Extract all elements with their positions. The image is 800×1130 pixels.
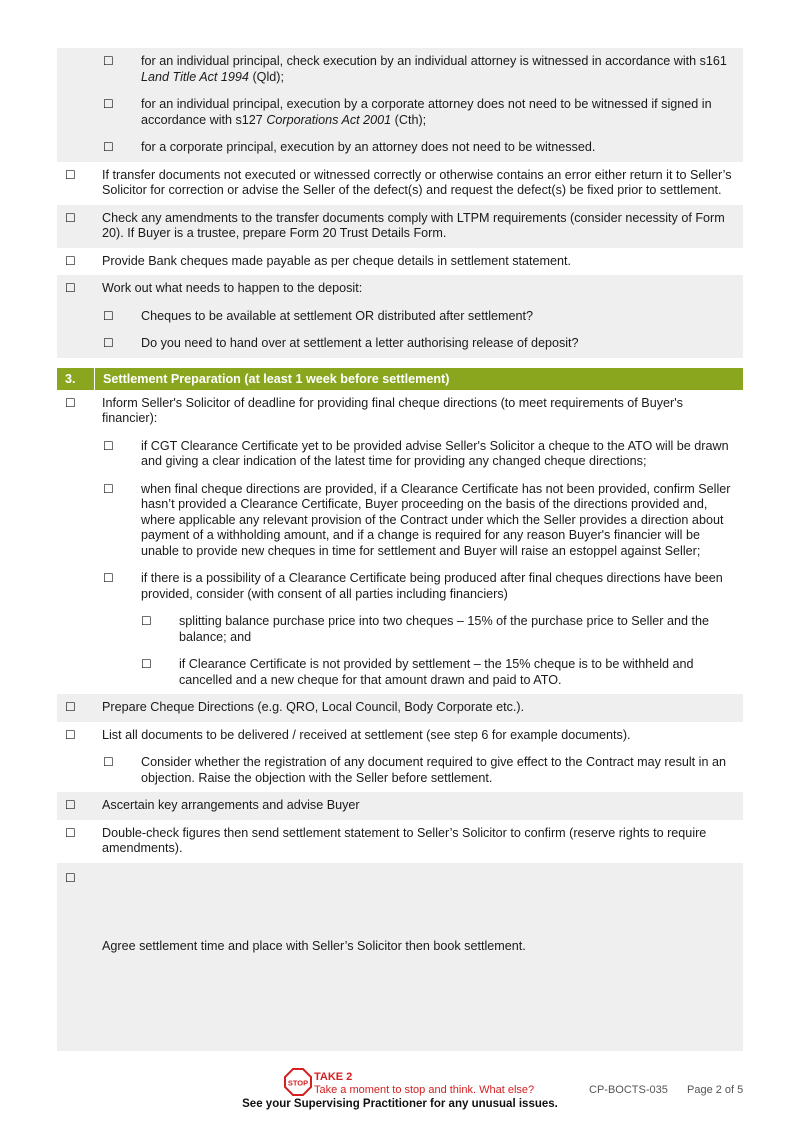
checklist-item <box>57 433 743 476</box>
stop-label: STOP <box>287 1078 309 1088</box>
item-text: for an individual principal, check execution by an individual attorney is witnessed in accordance with s161 Land Title Act 1994 (Qld); <box>141 54 727 84</box>
checklist-item <box>57 792 743 820</box>
checkbox-icon[interactable]: ☐ <box>65 825 76 840</box>
checklist-bottom <box>57 390 743 863</box>
page-number: Page 2 of 5 <box>687 1084 744 1096</box>
item-text: for a corporate principal, execution by an attorney does not need to be witnessed. <box>141 140 596 154</box>
item-text: when final cheque directions are provided, if a Clearance Certificate has not been provided, confirm Seller hasn’t provided a Clearance Certificate, Buyer proceeding on the basis of the directions provided and, where applicable any relevant provision of the Contract under which the Seller provides a direction about payment of a withholding amount, and if a change is required for any reason Buyer's financier will be unable to provide new cheques in time for settlement and Buyer will raise an estoppel against Seller; <box>141 481 731 558</box>
stop-sign-icon <box>284 1068 312 1096</box>
checklist-item <box>57 390 743 433</box>
checklist-item <box>57 330 743 358</box>
item-text: Consider whether the registration of any document required to give effect to the Contract may result in an objection. Raise the objection with the Seller before settlement. <box>141 755 726 785</box>
take2-text: Take a moment to stop and think. What else? <box>314 1084 535 1096</box>
checklist-page <box>57 48 743 1051</box>
checkbox-icon[interactable]: ☐ <box>103 308 114 323</box>
checklist-item <box>57 749 743 792</box>
item-text: Agree settlement time and place with Seller’s Solicitor then book settlement. <box>102 938 526 953</box>
checkbox-icon[interactable]: ☐ <box>65 727 76 742</box>
checklist-item <box>57 303 743 331</box>
document-code: CP-BOCTS-035 <box>589 1084 668 1096</box>
checklist-item <box>57 722 743 750</box>
checkbox-icon[interactable]: ☐ <box>65 700 76 714</box>
checklist-item <box>57 162 743 205</box>
section-header <box>57 368 743 390</box>
checklist-item <box>57 91 743 134</box>
checkbox-icon[interactable]: ☐ <box>65 281 76 295</box>
checkbox-icon[interactable]: ☐ <box>65 210 76 225</box>
item-text: if Clearance Certificate is not provided by settlement – the 15% cheque is to be withheld and cancelled and a new cheque for that amount drawn and paid to ATO. <box>179 657 694 687</box>
item-text: Inform Seller's Solicitor of deadline for providing final cheque directions (to meet requirements of Buyer's financier): <box>102 395 683 425</box>
checkbox-icon[interactable]: ☐ <box>103 755 114 769</box>
checklist-item-book-settlement <box>57 863 743 1051</box>
checkbox-icon[interactable]: ☐ <box>65 870 76 885</box>
checkbox-icon[interactable]: ☐ <box>65 798 76 812</box>
checkbox-icon[interactable]: ☐ <box>103 140 114 154</box>
item-text: splitting balance purchase price into two cheques – 15% of the purchase price to Seller and the balance; and <box>179 614 709 644</box>
checkbox-icon[interactable]: ☐ <box>103 54 114 68</box>
item-text: Do you need to hand over at settlement a letter authorising release of deposit? <box>141 336 579 350</box>
item-text: for an individual principal, execution by a corporate attorney does not need to be witnessed if signed in accordance with s127 Corporations Act 2001 (Cth); <box>141 97 712 127</box>
checkbox-icon[interactable]: ☐ <box>141 614 152 628</box>
checkbox-icon[interactable]: ☐ <box>103 97 114 111</box>
section-number: 3. <box>57 368 95 390</box>
checklist-item <box>57 205 743 248</box>
checkbox-icon[interactable]: ☐ <box>65 167 76 182</box>
checklist-item <box>57 275 743 303</box>
checklist-item <box>57 608 743 651</box>
checkbox-icon[interactable]: ☐ <box>103 438 114 453</box>
checklist-item <box>57 820 743 863</box>
footer <box>0 1068 800 1118</box>
checkbox-icon[interactable]: ☐ <box>141 657 152 671</box>
checklist-item <box>57 651 743 694</box>
checklist-item <box>57 248 743 276</box>
item-text: Provide Bank cheques made payable as per cheque details in settlement statement. <box>102 253 572 268</box>
checkbox-icon[interactable]: ☐ <box>65 395 76 410</box>
checkbox-icon[interactable]: ☐ <box>103 481 114 496</box>
checkbox-icon[interactable]: ☐ <box>103 336 114 350</box>
item-text: if there is a possibility of a Clearance Certificate being produced after final cheques directions have been provided, consider (with consent of all parties including financiers) <box>141 571 723 601</box>
item-text: Ascertain key arrangements and advise Buyer <box>102 798 360 812</box>
item-text: Work out what needs to happen to the deposit: <box>102 281 363 295</box>
supervising-note: See your Supervising Practitioner for any unusual issues. <box>242 1098 558 1110</box>
section-title: Settlement Preparation (at least 1 week before settlement) <box>103 371 450 386</box>
checklist-item <box>57 476 743 566</box>
item-text: Cheques to be available at settlement OR distributed after settlement? <box>141 308 534 323</box>
checklist-item <box>57 565 743 608</box>
item-text: List all documents to be delivered / received at settlement (see step 6 for example documents). <box>102 727 631 742</box>
take2-title: TAKE 2 <box>314 1071 353 1083</box>
checkbox-icon[interactable]: ☐ <box>103 571 114 585</box>
item-text: If transfer documents not executed or witnessed correctly or otherwise contains an error either return it to Seller’s Solicitor for correction or advise the Seller of the defect(s) and request the defect(s) be fixed prior to settlement. <box>102 167 732 197</box>
item-text: if CGT Clearance Certificate yet to be provided advise Seller's Solicitor a cheque to the ATO will be drawn and giving a clear indication of the latest time for providing any changed cheque directions; <box>141 438 729 468</box>
item-text: Check any amendments to the transfer documents comply with LTPM requirements (consider necessity of Form 20). If Buyer is a trustee, prepare Form 20 Trust Details Form. <box>102 210 725 240</box>
item-text: Double-check figures then send settlement statement to Seller’s Solicitor to confirm (reserve rights to require amendments). <box>102 825 707 855</box>
checklist-top <box>57 48 743 358</box>
checklist-item <box>57 48 743 91</box>
item-text: Prepare Cheque Directions (e.g. QRO, Local Council, Body Corporate etc.). <box>102 700 525 714</box>
checklist-item <box>57 134 743 162</box>
checkbox-icon[interactable]: ☐ <box>65 253 76 268</box>
checklist-item <box>57 694 743 722</box>
